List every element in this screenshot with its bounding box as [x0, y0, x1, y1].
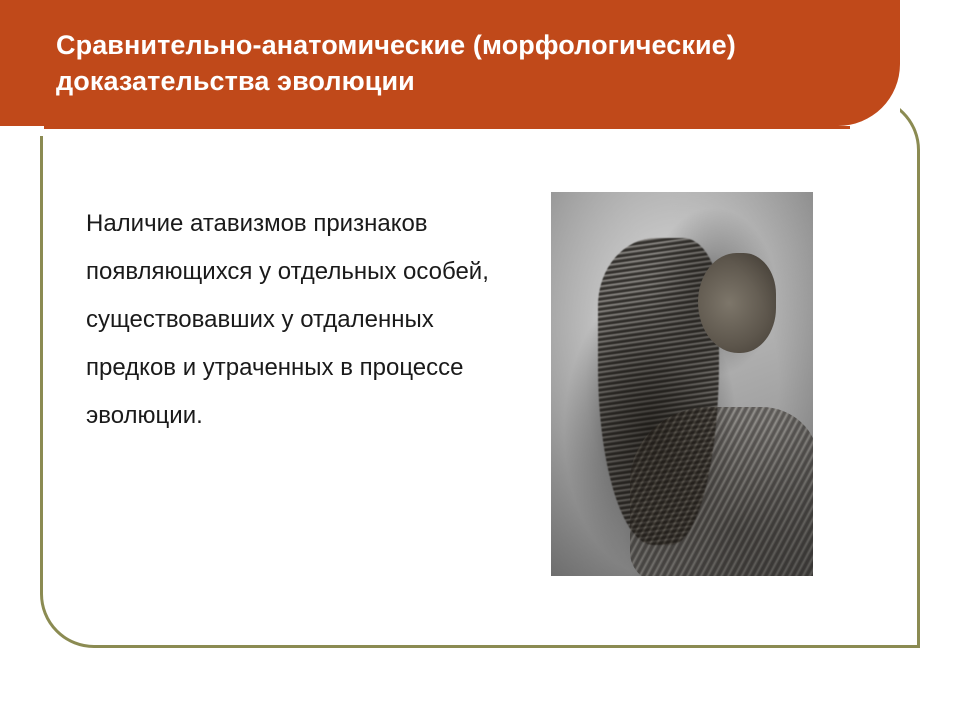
header-banner: [0, 0, 900, 126]
atavism-illustration: [551, 192, 813, 576]
engraving-vignette: [551, 192, 813, 576]
header-underline: [44, 126, 850, 129]
body-paragraph: Наличие атавизмов признаков появляющихся у отдельных особей, существовавших у отдаленных предков и утраченных в процессе эволюции.: [86, 210, 489, 429]
slide-body: [86, 200, 506, 440]
slide-title: Сравнительно-анатомические (морфологические) доказательства эволюции: [56, 30, 736, 96]
